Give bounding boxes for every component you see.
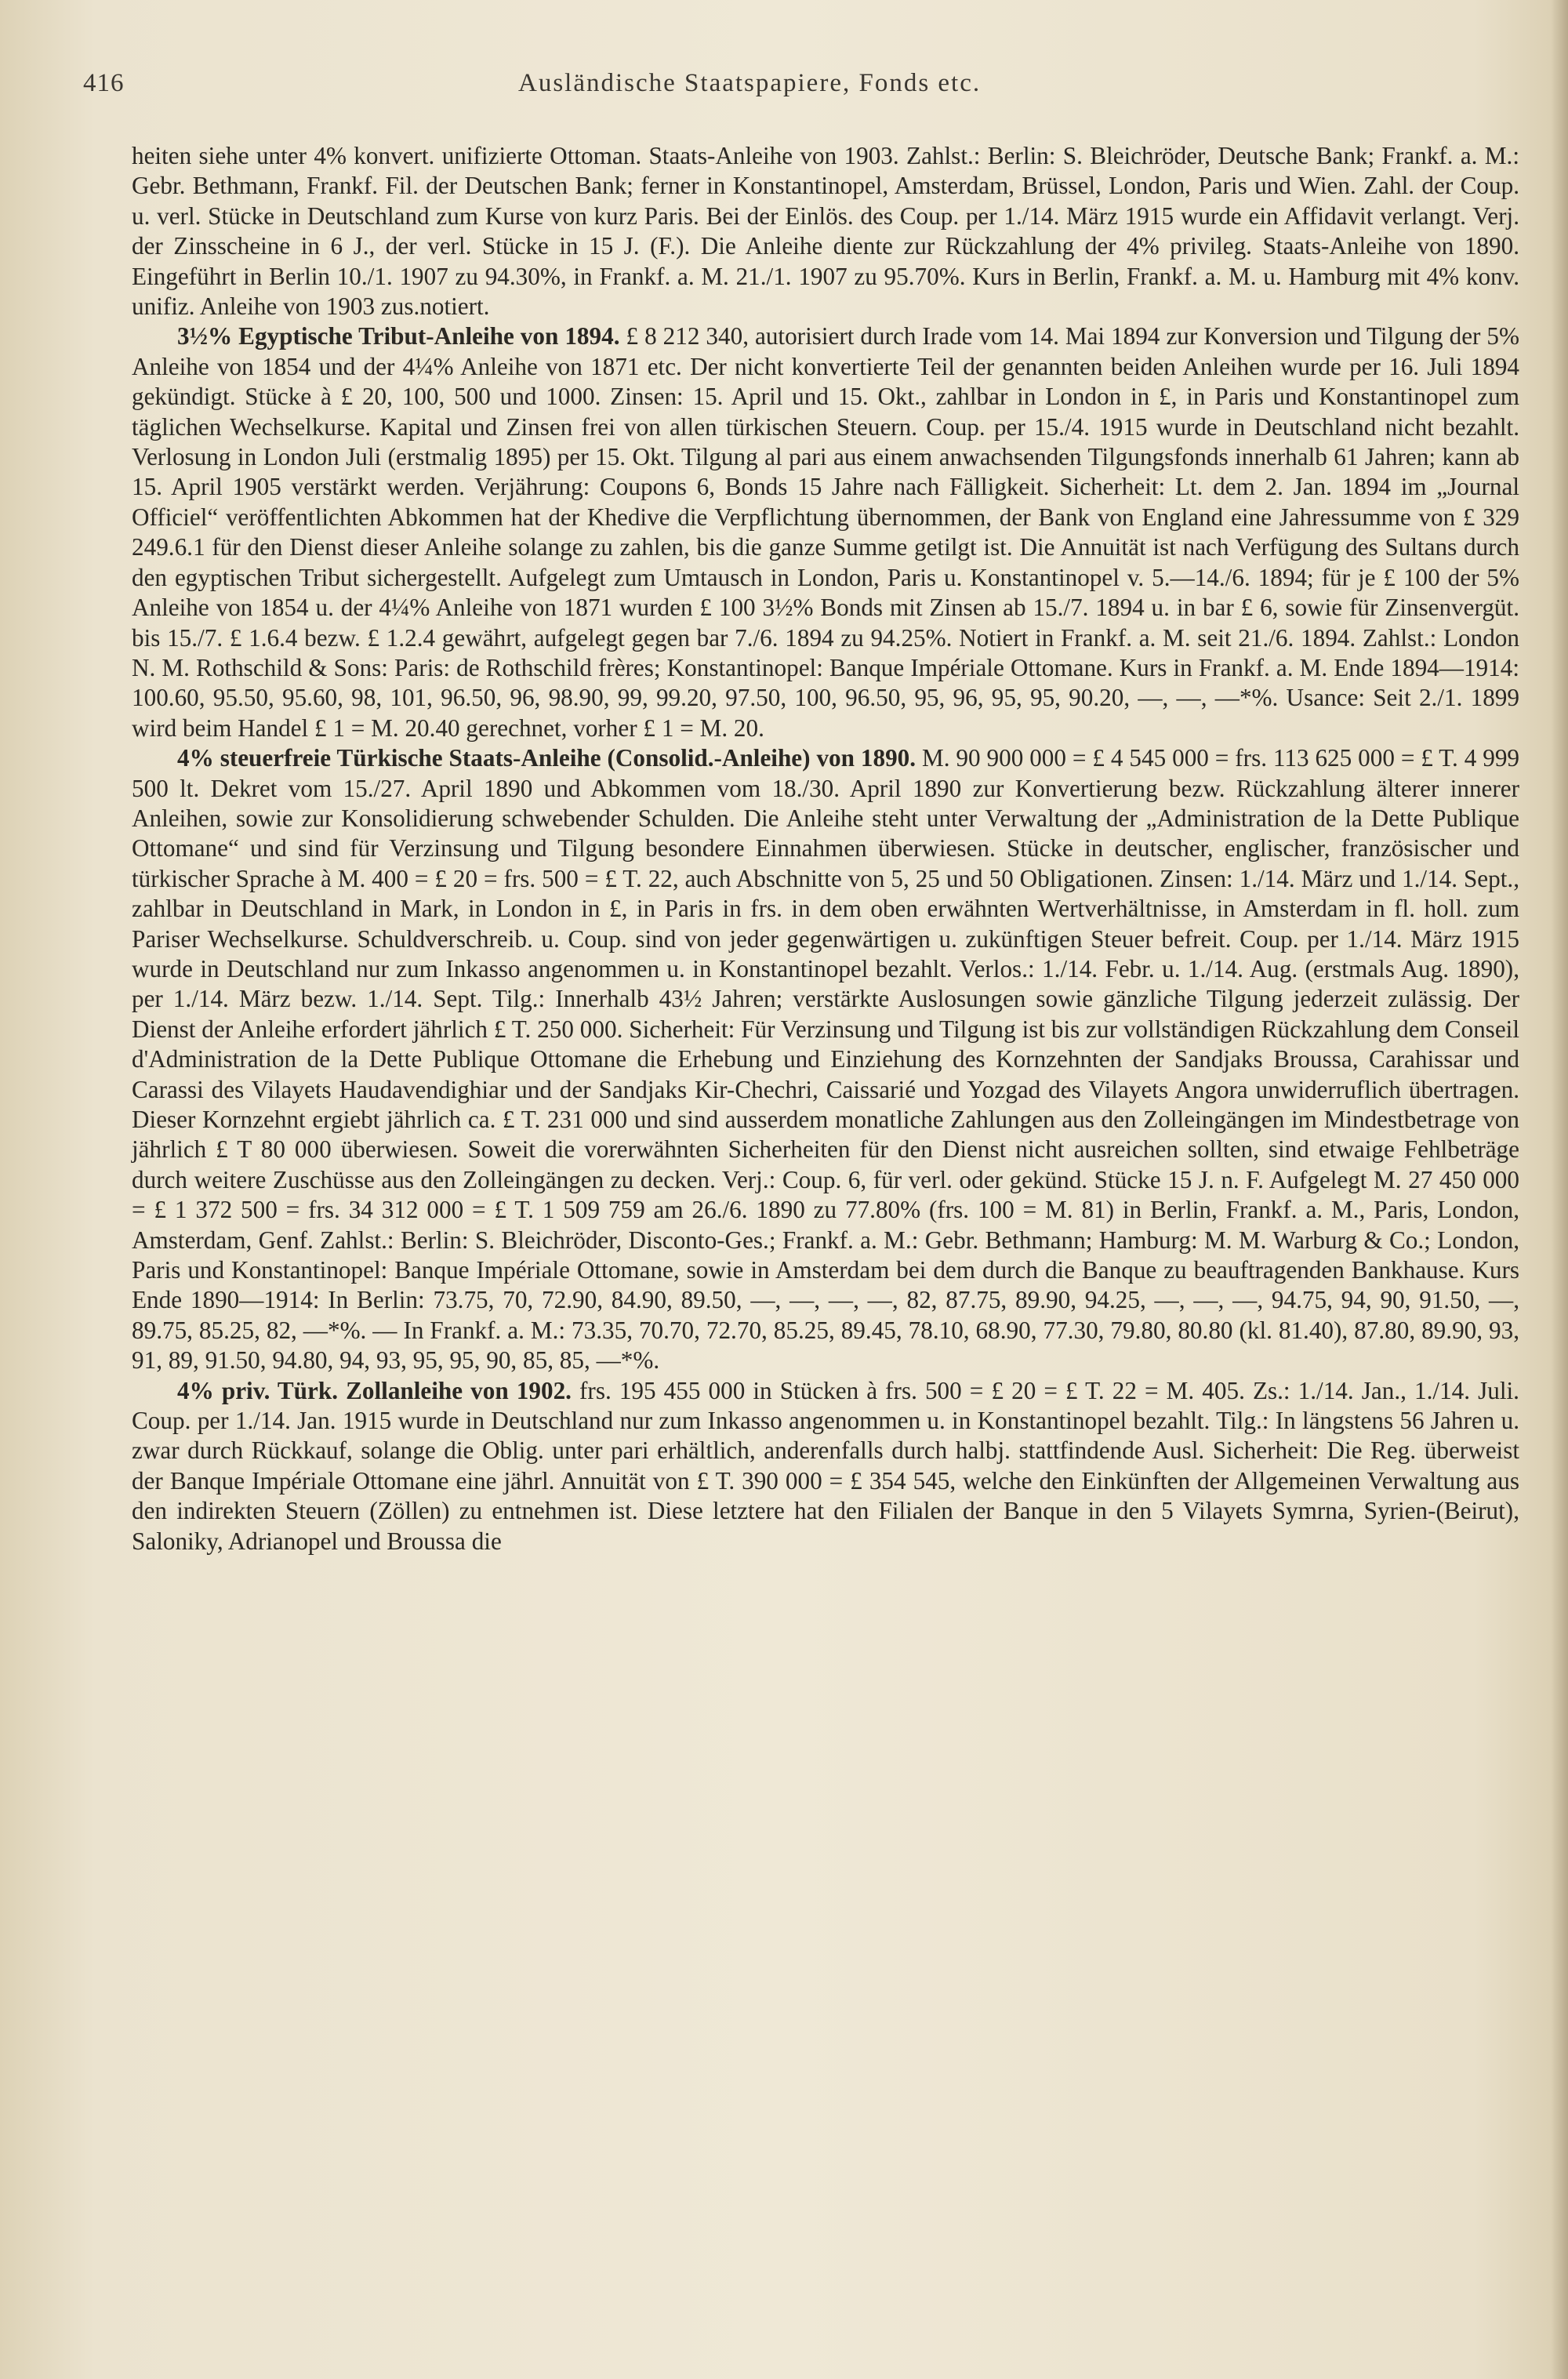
- paragraph-text: heiten siehe unter 4% konvert. unifizierte Ottoman. Staats-Anleihe von 1903. Zahlst.: Berlin: S. Bleichröder, Deutsche Bank; Frankf. a. M.: Gebr. Bethmann, Frankf. Fil. der Deutschen Bank; ferner in Konstantinopel, Amsterdam, Brüssel, London, Paris und Wien. Zahl. der Coup. u. verl. Stücke in Deutschland zum Kurse von kurz Paris. Bei der Einlös. des Coup. per 1./14. März 1915 wurde ein Affidavit verlangt. Verj. der Zinsscheine in 6 J., der verl. Stücke in 15 J. (F.). Die Anleihe diente zur Rückzahlung der 4% privileg. Staats-Anleihe von 1890. Eingeführt in Berlin 10./1. 1907 zu 94.30%, in Frankf. a. M. 21./1. 1907 zu 95.70%. Kurs in Berlin, Frankf. a. M. u. Hamburg mit 4% konv. unifiz. Anleihe von 1903 zus.notiert.: [132, 142, 1519, 321]
- paragraph-text: £ 8 212 340, autorisiert durch Irade vom 14. Mai 1894 zur Konversion und Tilgung der 5% Anleihe von 1854 und der 4¼% Anleihe von 1871 etc. Der nicht konvertierte Teil der genannten beiden Anleihen wurde per 16. Juli 1894 gekündigt. Stücke à £ 20, 100, 500 und 1000. Zinsen: 15. April und 15. Okt., zahlbar in London in £, in Paris und Konstantinopel zum täglichen Wechselkurse. Kapital und Zinsen frei von allen türkischen Steuern. Coup. per 15./4. 1915 wurde in Deutschland nicht bezahlt. Verlosung in London Juli (erstmalig 1895) per 15. Okt. Tilgung al pari aus einem anwachsenden Tilgungsfonds innerhalb 61 Jahren; kann ab 15. April 1905 verstärkt werden. Verjährung: Coupons 6, Bonds 15 Jahre nach Fälligkeit. Sicherheit: Lt. dem 2. Jan. 1894 im „Journal Officiel“ veröffentlichten Abkommen hat der Khedive die Verpflichtung übernommen, der Bank von England eine Jahressumme von £ 329 249.6.1 für den Dienst dieser Anleihe solange zu zahlen, bis die ganze Summe getilgt ist. Die Annuität ist nach Verfügung des Sultans durch den egyptischen Tribut sichergestellt. Aufgelegt zum Umtausch in London, Paris u. Konstantinopel v. 5.—14./6. 1894; für je £ 100 der 5% Anleihe von 1854 u. der 4¼% Anleihe von 1871 wurden £ 100 3½% Bonds mit Zinsen ab 15./7. 1894 u. in bar £ 6, sowie für Zinsenvergüt. bis 15./7. £ 1.6.4 bezw. £ 1.2.4 gewährt, aufgelegt gegen bar 7./6. 1894 zu 94.25%. Notiert in Frankf. a. M. seit 21./6. 1894. Zahlst.: London N. M. Rothschild & Sons: Paris: de Rothschild frères; Konstantinopel: Banque Impériale Ottomane. Kurs in Frankf. a. M. Ende 1894—1914: 100.60, 95.50, 95.60, 98, 101, 96.50, 96, 98.90, 99, 99.20, 97.50, 100, 96.50, 95, 96, 95, 95, 90.20, —, —, —*%. Usance: Seit 2./1. 1899 wird beim Handel £ 1 = M. 20.40 gerechnet, vorher £ 1 = M. 20.: [132, 322, 1519, 742]
- paragraph-heading: 4% priv. Türk. Zollanleihe von 1902.: [177, 1376, 572, 1404]
- paragraph-heading: 4% steuerfreie Türkische Staats-Anleihe (Consolid.-Anleihe) von 1890.: [177, 744, 916, 772]
- page-header: [83, 69, 1510, 108]
- paragraph-turkish-consolidated-loan: [132, 743, 1519, 1376]
- paragraph-turkish-customs-loan: [132, 1376, 1519, 1556]
- paragraph-heading: 3½% Egyptische Tribut-Anleihe von 1894.: [177, 322, 620, 350]
- page-edge-shadow: [1551, 0, 1568, 2379]
- page-number: 416: [83, 69, 125, 97]
- paragraph-text: frs. 195 455 000 in Stücken à frs. 500 = £ 20 = £ T. 22 = M. 405. Zs.: 1./14. Jan., 1./14. Juli. Coup. per 1./14. Jan. 1915 wurde in Deutschland nur zum Inkasso angenommen u. in Konstantinopel bezahlt. Tilg.: In längstens 56 Jahren u. zwar durch Rückkauf, solange die Oblig. unter pari erhältlich, anderenfalls durch halbj. stattfindende Ausl. Sicherheit: Die Reg. überweist der Banque Impériale Ottomane eine jährl. Annuität von £ T. 390 000 = £ 354 545, welche den Einkünften der Allgemeinen Verwaltung aus den indirekten Steuern (Zöllen) zu entnehmen ist. Diese letztere hat den Filialen der Banque in den 5 Vilayets Symrna, Syrien-(Beirut), Saloniky, Adrianopel und Broussa die: [132, 1376, 1519, 1555]
- paragraph-egyptian-tribute-loan: [132, 321, 1519, 743]
- body-text: [132, 141, 1519, 1556]
- paragraph-text: M. 90 900 000 = £ 4 545 000 = frs. 113 625 000 = £ T. 4 999 500 lt. Dekret vom 15./27. April 1890 und Abkommen vom 18./30. April 1890 zur Konvertierung bezw. Rückzahlung älterer innerer Anleihen, sowie zur Konsolidierung schwebender Schulden. Die Anleihe steht unter Verwaltung der „Administration de la Dette Publique Ottomane“ und sind für Verzinsung und Tilgung besondere Einnahmen überwiesen. Stücke in deutscher, englischer, französischer und türkischer Sprache à M. 400 = £ 20 = frs. 500 = £ T. 22, auch Abschnitte von 5, 25 und 50 Obligationen. Zinsen: 1./14. März und 1./14. Sept., zahlbar in Deutschland in Mark, in London in £, in Paris in frs. in dem oben erwähnten Wertverhältnisse, in Amsterdam in fl. holl. zum Pariser Wechselkurse. Schuldverschreib. u. Coup. sind von jeder gegenwärtigen u. zukünftigen Steuer befreit. Coup. per 1./14. März 1915 wurde in Deutschland nur zum Inkasso angenommen u. in Konstantinopel bezahlt. Verlos.: 1./14. Febr. u. 1./14. Aug. (erstmals Aug. 1890), per 1./14. März bezw. 1./14. Sept. Tilg.: Innerhalb 43½ Jahren; verstärkte Auslosungen sowie gänzliche Tilgung jederzeit zulässig. Der Dienst der Anleihe erfordert jährlich £ T. 250 000. Sicherheit: Für Verzinsung und Tilgung ist bis zur vollständigen Rückzahlung dem Conseil d'Administration de la Dette Publique Ottomane die Erhebung und Einziehung des Kornzehnten der Sandjaks Broussa, Carahissar und Carassi des Vilayets Haudavendighiar und der Sandjaks Kir-Chechri, Caissarié und Yozgad des Vilayets Angora unwiderruflich übertragen. Dieser Kornzehnt ergiebt jährlich ca. £ T. 231 000 und sind ausserdem monatliche Zahlungen aus den Zolleingängen im Mindestbetrage von jährlich £ T 80 000 überwiesen. Soweit die vorerwähnten Sicherheiten für den Dienst nicht ausreichen sollten, sind etwaige Fehlbeträge durch weitere Zuschüsse aus den Zolleingängen zu decken. Verj.: Coup. 6, für verl. oder gekünd. Stücke 15 J. n. F. Aufgelegt M. 27 450 000 = £ 1 372 500 = frs. 34 312 000 = £ T. 1 509 759 am 26./6. 1890 zu 77.80% (frs. 100 = M. 81) in Berlin, Frankf. a. M., Paris, London, Amsterdam, Genf. Zahlst.: Berlin: S. Bleichröder, Disconto-Ges.; Frankf. a. M.: Gebr. Bethmann; Hamburg: M. M. Warburg & Co.; London, Paris und Konstantinopel: Banque Impériale Ottomane, sowie in Amsterdam bei dem durch die Banque zu beauftragenden Bankhause. Kurs Ende 1890—1914: In Berlin: 73.75, 70, 72.90, 84.90, 89.50, —, —, —, —, 82, 87.75, 89.90, 94.25, —, —, —, 94.75, 94, 90, 91.50, —, 89.75, 85.25, 82, —*%. — In Frankf. a. M.: 73.35, 70.70, 72.70, 85.25, 89.45, 78.10, 68.90, 77.30, 79.80, 80.80 (kl. 81.40), 87.80, 89.90, 93, 91, 89, 91.50, 94.80, 94, 93, 95, 95, 90, 85, 85, —*%.: [132, 744, 1520, 1375]
- paragraph-continuation: [132, 141, 1519, 321]
- running-title: Ausländische Staatspapiere, Fonds etc.: [518, 69, 982, 97]
